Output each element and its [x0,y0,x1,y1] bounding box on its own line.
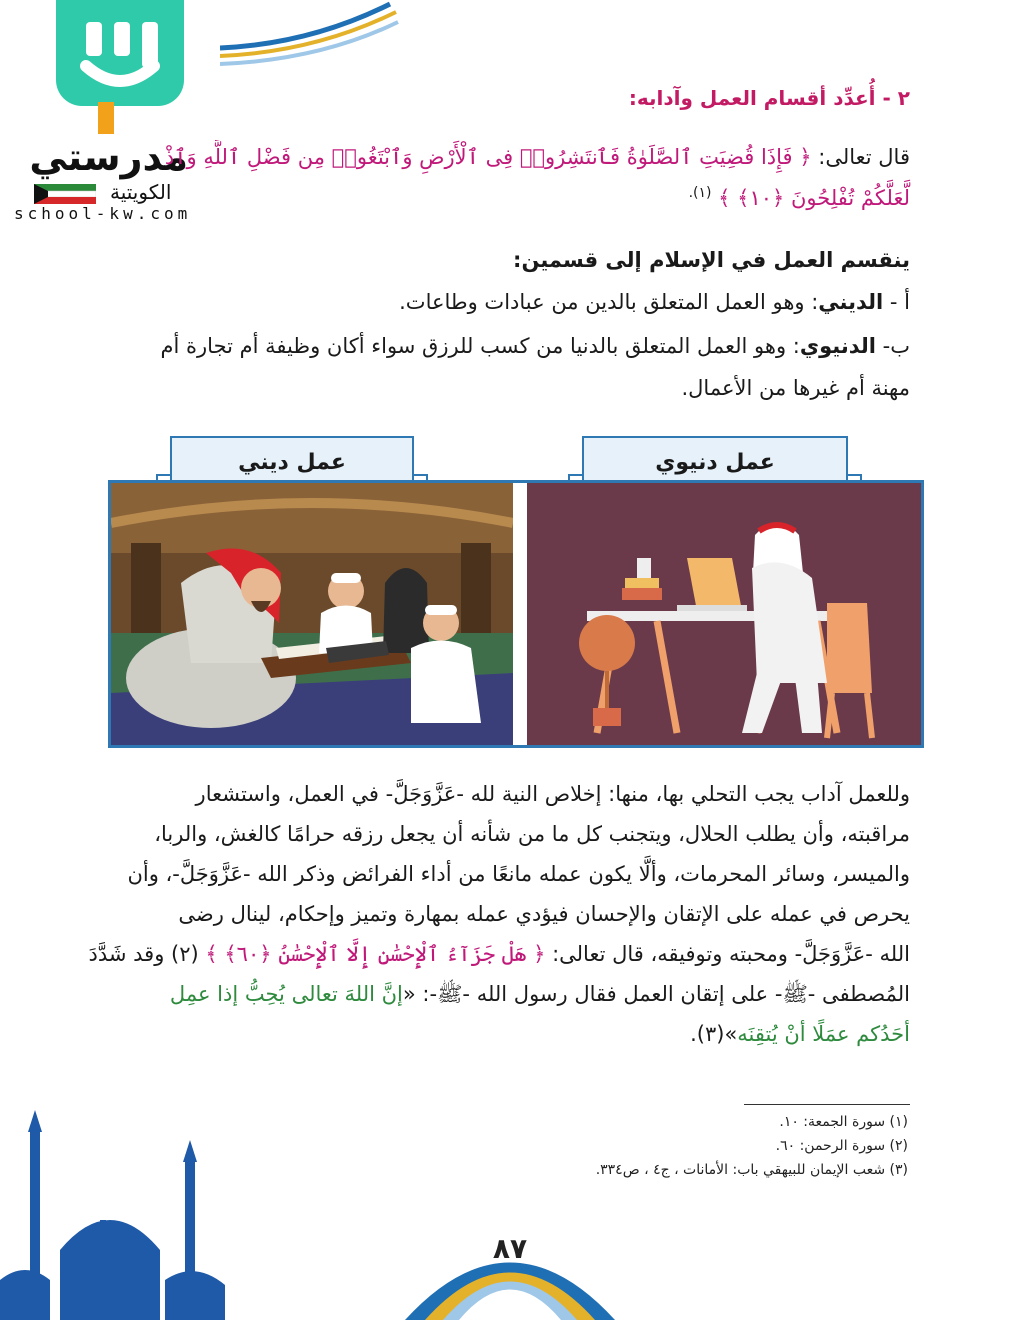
quran-verse-part-2: لَّعَلَّكُمْ تُفْلِحُونَ ﴿١٠﴾ ﴾ [718,186,910,210]
logo-subtitle: الكويتية [110,180,172,204]
logo-brand: مدرستي [29,135,188,179]
footer-dome-decoration [405,1215,615,1320]
religious-work-illustration [111,483,513,745]
item-worldly [110,330,910,363]
quran-verse-ihsan: ﴿ هَلْ جَزَآءُ ٱلْإِحْسَٰنِ إِلَّا ٱلْإِحْسَٰنُ ﴿٦٠﴾ ﴾ [205,942,546,966]
illustration-frame [108,480,924,748]
verse-line-1 [110,140,910,174]
page-number: ٨٧ [492,1232,528,1265]
etiquette-line-6-start: المُصطفى -ﷺ- على إتقان العمل فقال رسول الله -ﷺ-: « [402,982,910,1006]
etiquette-line-4: يحرص في عمله على الإتقان والإحسان فيؤدي عمله بمهارة وتميز وإحكام، لينال رضى [178,902,910,926]
kuwait-flag-icon [34,184,96,204]
hadith-end-ref: »(٣). [690,1022,738,1046]
logo-mark-icon [56,0,184,106]
header-swoosh-decoration [220,0,400,80]
etiquette-line-5-start: الله -عَزَّوَجَلَّ- ومحبته وتوفيقه، قال تعالى: [552,942,910,966]
item-a-marker: أ - [889,290,910,314]
footnote-divider [744,1104,910,1105]
verse-line-2 [220,176,910,215]
quran-verse-part-1: ﴿ فَإِذَا قُضِيَتِ ٱلصَّلَوٰةُ فَٱنتَشِرُوا۟ فِى ٱلْأَرْضِ وَٱبْتَغُوا۟ مِن فَضْلِ ٱللَّهِ وَٱذْ [164,145,812,169]
etiquette-line-5-end: (٢) وقد شَدَّدَ [88,942,199,966]
hadith-part-1: إنَّ اللهَ تعالى يُحِبُّ إذا عمِل [169,982,403,1006]
etiquette-line-2: مراقبته، وأن يطلب الحلال، ويتجنب كل ما من شأنه أن يجعل رزقه حرامًا كالغش، والربا، [154,822,910,846]
item-a-text: : وهو العمل المتعلق بالدين من عبادات وطاعات. [399,290,819,314]
etiquette-line-5 [88,934,910,974]
etiquette-line-6 [110,974,910,1014]
footnote-1: (١) سورة الجمعة: ١٠. [779,1114,908,1130]
school-logo [10,0,225,225]
item-b-marker: ب- [882,334,910,358]
label-worldly-work: عمل دنيوي [582,436,848,488]
hadith-part-2: أحَدُكم عمَلًا أنْ يُتقِنَه [737,1022,910,1046]
mosque-silhouette-decoration [0,1110,230,1320]
label-religious-work: عمل ديني [170,436,414,488]
etiquette-line-7 [110,1014,910,1054]
item-a-term: الديني [818,290,884,314]
logo-bookmark-icon [98,102,114,134]
etiquette-line-1: وللعمل آداب يجب التحلي بها، منها: إخلاص النية لله -عَزَّوَجَلَّ- في العمل، واستشعار [195,782,910,806]
division-intro: ينقسم العمل في الإسلام إلى قسمين: [513,248,910,272]
section-heading: ٢ - أُعدِّد أقسام العمل وآدابه: [628,86,910,110]
footnote-2: (٢) سورة الرحمن: ٦٠. [775,1138,908,1154]
footnote-ref-1: (١). [688,185,712,201]
illustration-divider [513,483,527,745]
verse-intro: قال تعالى: [818,145,910,169]
etiquette-line-3: والميسر، وسائر المحرمات، وألَّا يكون عمله مانعًا من أداء الفرائض وذكر الله -عَزَّوَجَلَّ-، وأن [127,862,910,886]
item-b-term: الدنيوي [799,334,876,358]
logo-url: school-kw.com [14,204,192,223]
item-religious [110,286,910,319]
item-b-text-1: : وهو العمل المتعلق بالدنيا من كسب للرزق سواء أكان وظيفة أم تجارة أم [160,334,800,358]
footnote-3: (٣) شعب الإيمان للبيهقي باب: الأمانات ، ج٤ ، ص٣٣٤. [595,1162,908,1178]
worldly-work-illustration [527,483,921,745]
item-b-text-2: مهنة أم غيرها من الأعمال. [681,376,910,400]
